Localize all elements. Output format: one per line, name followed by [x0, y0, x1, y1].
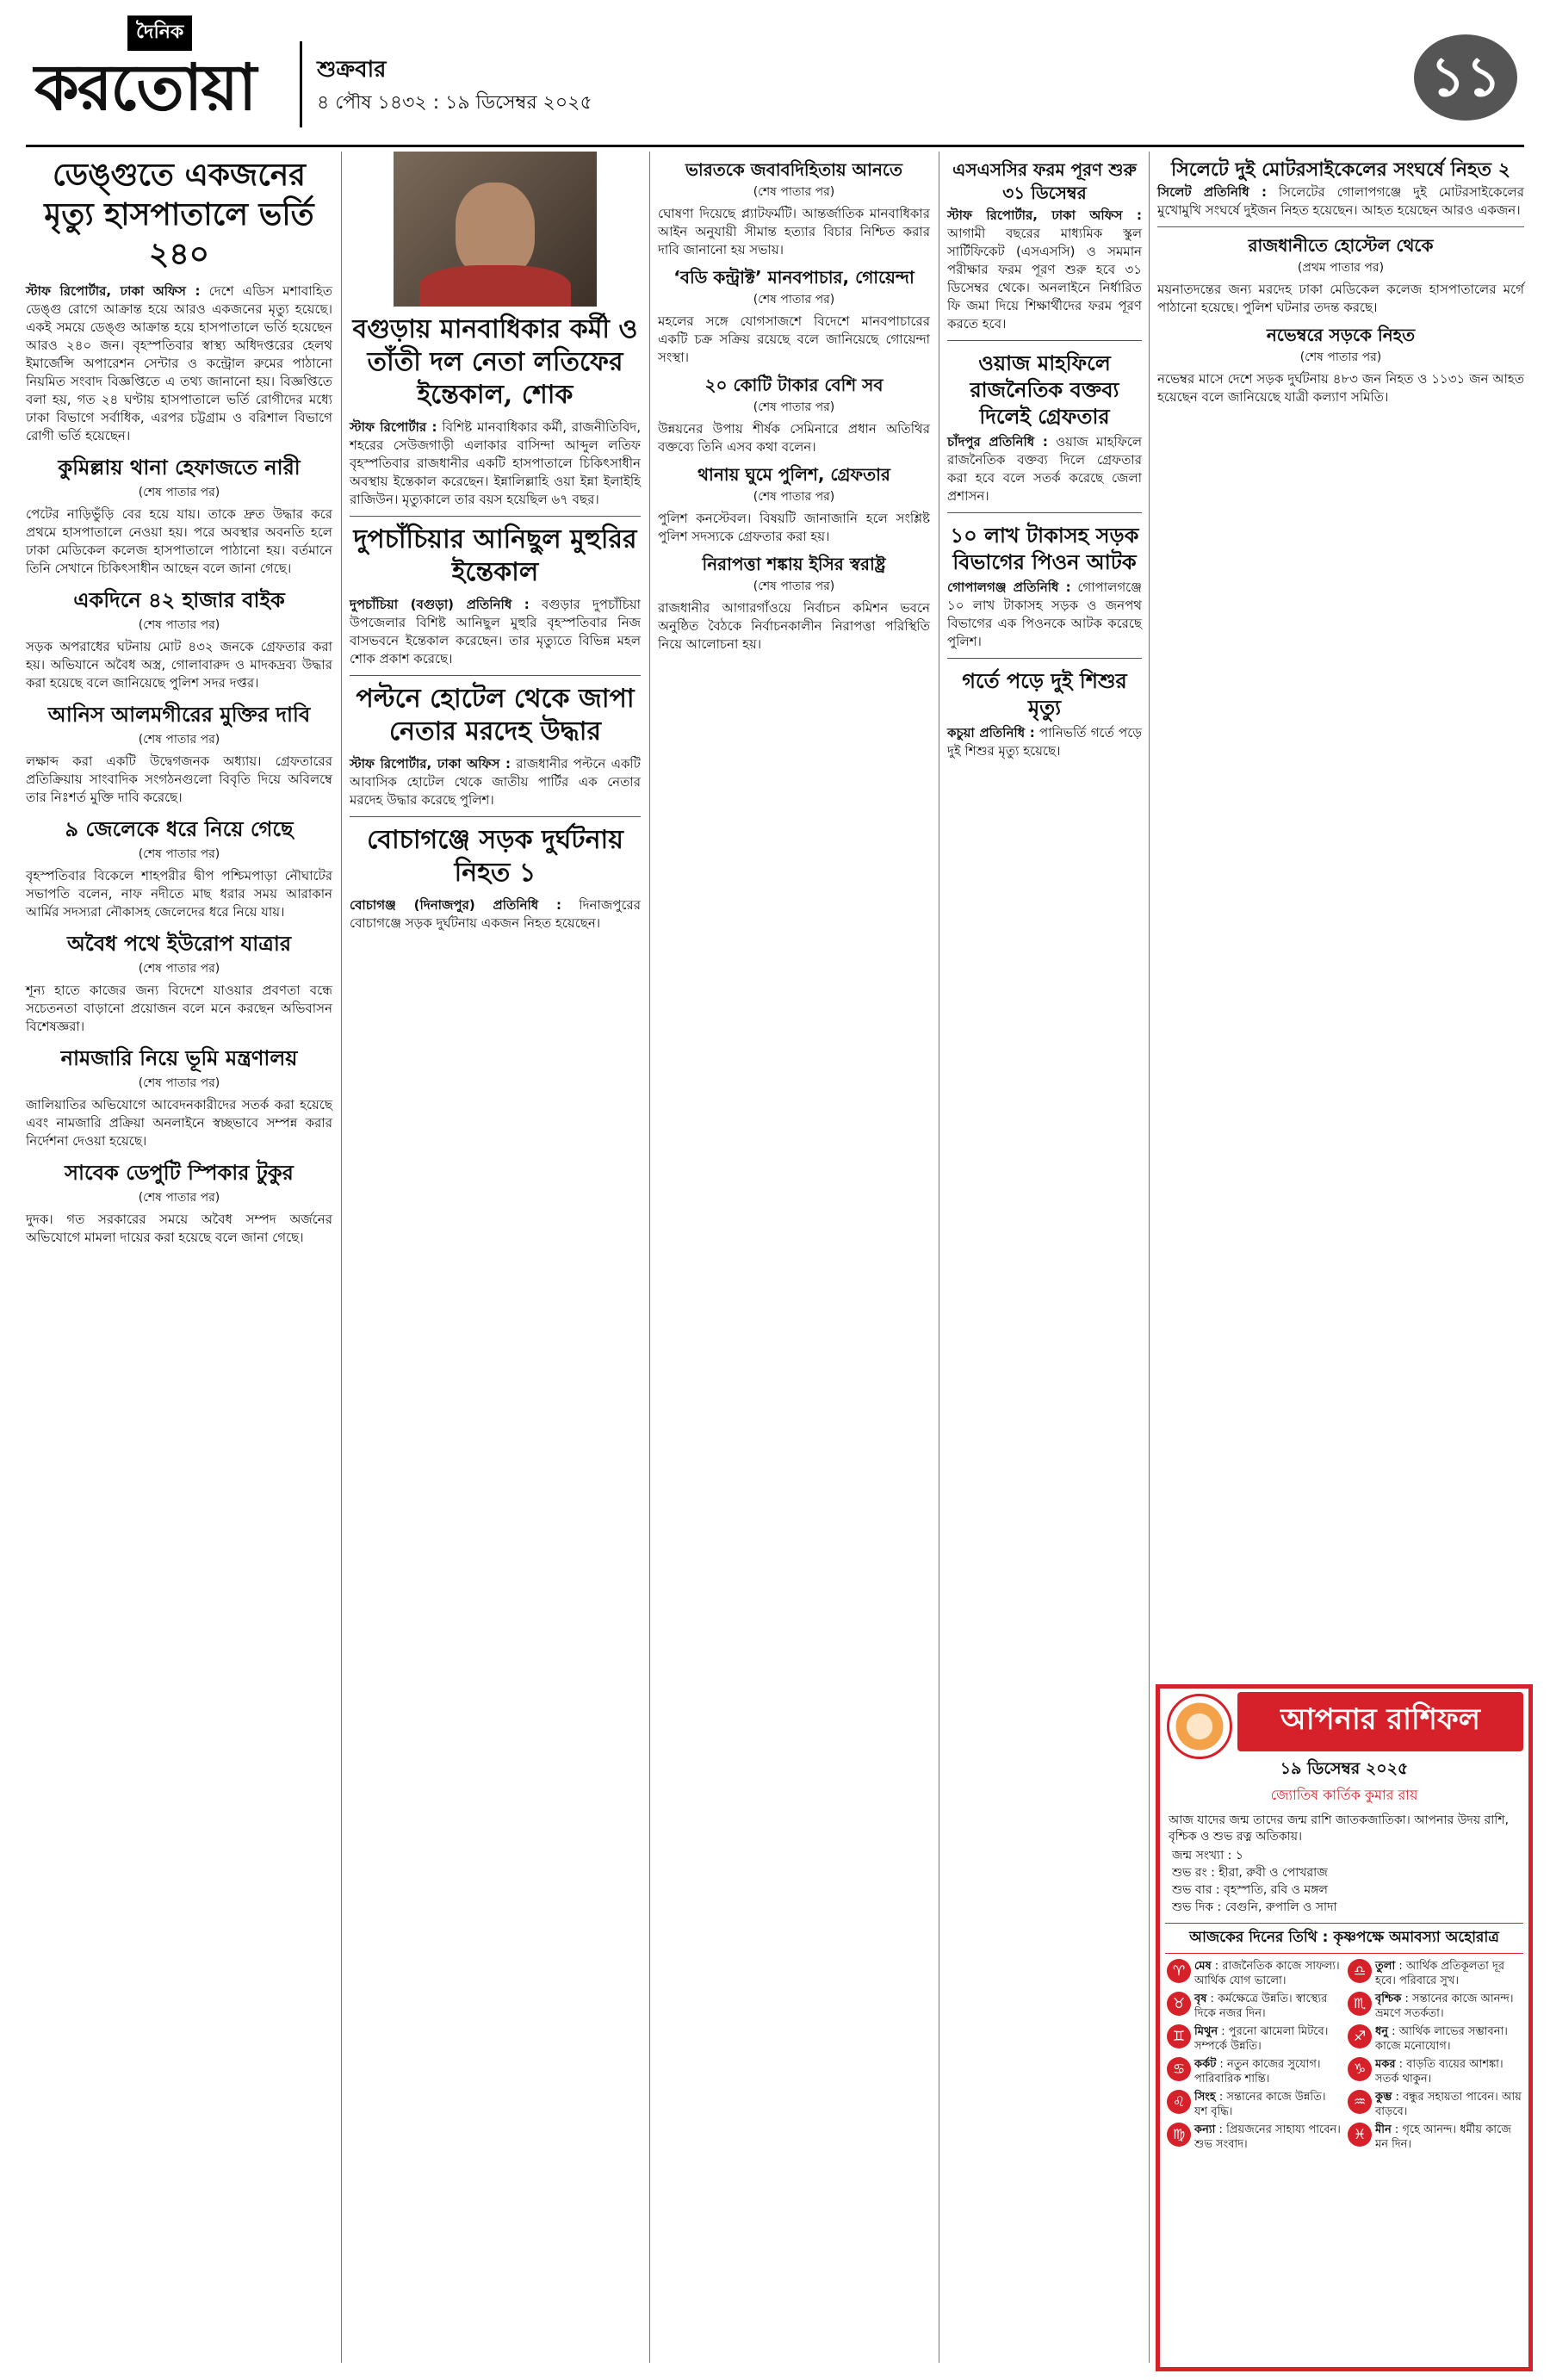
- lucky-row: শুভ দিক : বেগুনি, রুপালি ও সাদা: [1172, 1900, 1337, 1914]
- zodiac-sign-entry: ♎ তুলা : আর্থিক প্রতিকূলতা দূর হবে। পরিবারে সুখ।: [1348, 1959, 1522, 1988]
- zodiac-sign-list: [1160, 1959, 1528, 2152]
- article-body: বৃহস্পতিবার বিকেলে শাহপরীর দ্বীপ পশ্চিমপাড়া নৌঘাটের সভাপতি বলেন, নাফ নদীতে মাছ ধরার সময় আরাকান আর্মির সদস্যরা নৌকাসহ জেলেদের ধরে নিয়ে যায়।: [26, 868, 332, 920]
- zodiac-sign-name: মীন: [1375, 2123, 1392, 2136]
- continued-label: (শেষ পাতার পর): [138, 962, 220, 976]
- byline: স্টাফ রিপোর্টার, ঢাকা অফিস :: [947, 208, 1142, 223]
- article-body: শূন্য হাতে কাজের জন্য বিদেশে যাওয়ার প্রবণতা বন্ধে সচেতনতা বাড়ানো প্রয়োজন বলে মনে করছেন অভিবাসন বিশেষজ্ঞরা।: [26, 982, 332, 1034]
- headline-police-sleep: থানায় ঘুমে পুলিশ, গ্রেফতার: [698, 464, 890, 485]
- byline: চাঁদপুর প্রতিনিধি :: [947, 434, 1048, 449]
- column-separator: [649, 152, 650, 2363]
- zodiac-sign-entry: ♈ মেষ : রাজনৈতিক কাজে সাফল্য। আর্থিক যোগ ভালো।: [1167, 1959, 1341, 1988]
- continued-label: (শেষ পাতার পর): [1299, 350, 1382, 364]
- issue-date: ৪ পৌষ ১৪৩২ : ১৯ ডিসেম্বর ২০২৫: [317, 92, 592, 114]
- zodiac-sign-icon: ♑: [1348, 2057, 1372, 2081]
- headline-november-road: নভেম্বরে সড়কে নিহত: [1266, 325, 1416, 345]
- headline-europe: অবৈধ পথে ইউরোপ যাত্রার: [66, 931, 292, 956]
- headline-cumilla: কুমিল্লায় থানা হেফাজতে নারী: [58, 455, 301, 480]
- zodiac-sign-icon: ♈: [1167, 1959, 1191, 1983]
- continued-label: (শেষ পাতার পর): [138, 618, 220, 632]
- headline-peon: ১০ লাখ টাকাসহ সড়ক বিভাগের পিওন আটক: [950, 523, 1139, 574]
- divider: [1157, 226, 1524, 227]
- zodiac-sign-icon: ♊: [1167, 2024, 1191, 2048]
- article-body: ময়নাতদন্তের জন্য মরদেহ ঢাকা মেডিকেল কলেজ হাসপাতালের মর্গে পাঠানো হয়েছে। পুলিশ ঘটনার তদন্ত করছে।: [1157, 282, 1524, 315]
- horoscope-intro: আজ যাদের জন্ম তাদের জন্ম রাশি জাতকজাতিকা। আপনার উদয় রাশি, বৃশ্চিক ও শুভ রত্ন অতিকায়।: [1169, 1813, 1510, 1844]
- divider: [350, 675, 641, 676]
- article-body: দিনাজপুরের বোচাগঞ্জে সড়ক দুর্ঘটনায় একজন নিহত হয়েছেন।: [350, 897, 641, 931]
- zodiac-sign-text: বন্ধুর সহায়তা পাবেন। আয় বাড়বে।: [1375, 2091, 1522, 2118]
- article-body: গোপালগঞ্জে ১০ লাখ টাকাসহ সড়ক ও জনপথ বিভাগের এক পিওনকে আটক করেছে পুলিশ।: [947, 580, 1142, 649]
- article-body: উন্নয়নের উপায় শীর্ষক সেমিনারে প্রধান অতিথির বক্তব্যে তিনি এসব কথা বলেন।: [658, 421, 930, 455]
- horoscope-date: ১৯ ডিসেম্বর ২০২৫: [1280, 1759, 1409, 1778]
- headline-latif: বগুড়ায় মানবাধিকার কর্মী ও তাঁতী দল নেতা লতিফের ইন্তেকাল, শোক: [352, 314, 638, 410]
- horoscope-author: জ্যোতিষ কার্তিক কুমার রায়: [1270, 1787, 1418, 1803]
- lucky-row: শুভ রং : হীরা, রুবী ও পোখরাজ: [1172, 1866, 1328, 1880]
- continued-label: (শেষ পাতার পর): [138, 1076, 220, 1090]
- column-4: [947, 152, 1142, 2363]
- column-2: [350, 152, 641, 2363]
- zodiac-sign-name: কুম্ভ: [1375, 2091, 1392, 2104]
- article-body: পুলিশ কনস্টেবল। বিষয়টি জানাজানি হলে সংশ্লিষ্ট পুলিশ সদস্যকে গ্রেফতার করা হয়।: [658, 511, 930, 544]
- zodiac-sign-entry: ♌ সিংহ : সন্তানের কাজে উন্নতি। যশ বৃদ্ধি।: [1167, 2090, 1341, 2119]
- zodiac-sign-icon: ♎: [1348, 1959, 1372, 1983]
- zodiac-sign-text: গৃহে আনন্দ। ধর্মীয় কাজে মন দিন।: [1375, 2123, 1511, 2151]
- zodiac-sign-icon: ♏: [1348, 1992, 1372, 2016]
- article-body: পানিভর্তি গর্তে পড়ে দুই শিশুর মৃত্যু হয়েছে।: [947, 725, 1142, 759]
- column-1: [26, 152, 332, 2363]
- zodiac-sign-name: মেষ: [1194, 1960, 1212, 1973]
- newspaper-logo: করতোয়া: [34, 51, 256, 125]
- zodiac-sign-name: সিংহ: [1194, 2091, 1216, 2104]
- zodiac-sign-text: সন্তানের কাজে উন্নতি। যশ বৃদ্ধি।: [1194, 2091, 1326, 2118]
- article-body: আগামী বছরের মাধ্যমিক স্কুল সার্টিফিকেট (এসএসসি) ও সমমান পরীক্ষার ফরম পূরণ শুরু হবে ৩১ ডিসেম্বর থেকে। অনলাইনে নির্ধারিত ফি জমা দিয়ে শিক্ষার্থীদের ফরম পূরণ করতে হবে।: [947, 226, 1142, 332]
- continued-label: (শেষ পাতার পর): [138, 733, 220, 747]
- continued-label: (শেষ পাতার পর): [753, 293, 835, 307]
- continued-label: (শেষ পাতার পর): [753, 580, 835, 593]
- article-body: লক্ষাব্দ করা একটি উদ্বেগজনক অধ্যায়। গ্রেফতারের প্রতিক্রিয়ায় সাংবাদিক সংগঠনগুলো বিবৃতি দিয়ে অবিলম্বে তার নিঃশর্ত মুক্তি দাবি করেছে।: [26, 753, 332, 805]
- article-body: রাজধানীর পল্টনে একটি আবাসিক হোটেল থেকে জাতীয় পার্টির এক নেতার মরদেহ উদ্ধার করেছে পুলিশ।: [350, 756, 641, 808]
- horoscope-lucky-table: [1160, 1845, 1528, 1918]
- zodiac-wheel-icon: [1167, 1694, 1232, 1759]
- divider: [350, 816, 641, 817]
- byline: কচুয়া প্রতিনিধি :: [947, 725, 1035, 741]
- headline-anisul: দুপচাঁচিয়ার আনিছুল মুহুরির ইন্তেকাল: [353, 524, 637, 587]
- headline-children: গর্তে পড়ে দুই শিশুর মৃত্যু: [962, 668, 1127, 720]
- divider: [947, 340, 1142, 341]
- column-5: [1157, 152, 1524, 1674]
- article-body: বিশিষ্ট মানবাধিকার কর্মী, রাজনীতিবিদ, শহরের সেউজগাড়ী এলাকার বাসিন্দা আব্দুল লতিফ বৃহস্পতিবার রাজধানীর একটি হাসপাতালে চিকিৎসাধীন অবস্থায় ইন্তেকাল করেছেন। ইন্নালিল্লাহি ওয়া ইন্না ইলাইহি রাজিউন। মৃত্যুকালে তার বয়স হয়েছিল ৬৭ বছর।: [350, 419, 641, 507]
- zodiac-sign-icon: ♍: [1167, 2123, 1191, 2147]
- zodiac-sign-entry: ♍ কন্যা : প্রিয়জনের সাহায্য পাবেন। শুভ সংবাদ।: [1167, 2123, 1341, 2152]
- portrait-photo: [394, 152, 597, 307]
- byline: দুপচাঁচিয়া (বগুড়া) প্রতিনিধি :: [350, 597, 530, 612]
- lucky-row: শুভ বার : বৃহস্পতি, রবি ও মঙ্গল: [1172, 1883, 1328, 1897]
- zodiac-sign-entry: ♐ ধনু : আর্থিক লাভের সম্ভাবনা। কাজে মনোযোগ।: [1348, 2024, 1522, 2054]
- zodiac-sign-text: পুরনো ঝামেলা মিটবে। সম্পর্কে উন্নতি।: [1194, 2025, 1329, 2053]
- zodiac-sign-entry: ♏ বৃশ্চিক : সন্তানের কাজে আনন্দ। ভ্রমণে সতর্কতা।: [1348, 1992, 1522, 2021]
- zodiac-sign-text: নতুন কাজের সুযোগ। পারিবারিক শান্তি।: [1194, 2058, 1321, 2086]
- column-separator: [1149, 152, 1150, 2363]
- divider: [947, 658, 1142, 659]
- continued-label: (প্রথম পাতার পর): [1297, 261, 1385, 275]
- continued-label: (শেষ পাতার পর): [138, 486, 220, 499]
- column-separator: [341, 152, 342, 2363]
- issue-day: শুক্রবার: [317, 57, 387, 83]
- headline-ssc: এসএসসির ফরম পূরণ শুরু ৩১ ডিসেম্বর: [952, 159, 1137, 203]
- zodiac-sign-icon: ♋: [1167, 2057, 1191, 2081]
- headline-tuku: সাবেক ডেপুটি স্পিকার টুকুর: [65, 1160, 294, 1185]
- zodiac-sign-icon: ♌: [1167, 2090, 1191, 2114]
- article-body: সিলেটের গোলাপগঞ্জে দুই মোটরসাইকেলের মুখোমুখি সংঘর্ষে দুইজন নিহত হয়েছেন। আহত হয়েছেন আরও একজন।: [1157, 184, 1524, 218]
- headline-sylhet: সিলেটে দুই মোটরসাইকেলের সংঘর্ষে নিহত ২: [1170, 159, 1511, 181]
- zodiac-sign-name: বৃশ্চিক: [1375, 1993, 1402, 2005]
- article-body: দেশে এডিস মশাবাহিত ডেঙ্গু রোগে আক্রান্ত হয়ে আরও একজনের মৃত্যু হয়েছে। একই সময়ে ডেঙ্গু আক্রান্ত হয়ে হাসপাতালে ভর্তি হয়েছেন আরও ২৪০ জন। বৃহস্পতিবার স্বাস্থ্য অধিদপ্তরের হেলথ ইমার্জেন্সি অপারেশন সেন্টার ও কন্ট্রোল রুমের পাঠানো নিয়মিত সংবাদ বিজ্ঞপ্তিতে এ তথ্য জানানো হয়। বিজ্ঞপ্তিতে বলা হয়, গত ২৪ ঘণ্টায় হাসপাতালে ভর্তি রোগীদের মধ্যে ঢাকা বিভাগে সর্বাধিক, এরপর চট্টগ্রাম ও বরিশাল বিভাগে রোগী ভর্তি হয়েছেন।: [26, 283, 332, 443]
- zodiac-sign-name: ধনু: [1375, 2025, 1389, 2038]
- article-body: বগুড়ার দুপচাঁচিয়া উপজেলার বিশিষ্ট আনিছুল মুহুরি বৃহস্পতিবার নিজ বাসভবনে ইন্তেকাল করেছেন। তার মৃত্যুতে বিভিন্ন মহল শোক প্রকাশ করেছে।: [350, 597, 641, 666]
- zodiac-sign-icon: ♉: [1167, 1992, 1191, 2016]
- zodiac-sign-name: কন্যা: [1194, 2123, 1216, 2136]
- zodiac-sign-entry: ♋ কর্কট : নতুন কাজের সুযোগ। পারিবারিক শান্তি।: [1167, 2057, 1341, 2086]
- zodiac-sign-text: সন্তানের কাজে আনন্দ। ভ্রমণে সতর্কতা।: [1375, 1993, 1514, 2020]
- headline-20-crore: ২০ কোটি টাকার বেশি সব: [704, 375, 884, 395]
- divider: [947, 512, 1142, 513]
- zodiac-sign-icon: ♐: [1348, 2024, 1372, 2048]
- zodiac-sign-name: মিথুন: [1194, 2025, 1218, 2038]
- continued-label: (শেষ পাতার পর): [753, 185, 835, 199]
- continued-label: (শেষ পাতার পর): [138, 1191, 220, 1205]
- zodiac-sign-icon: ♓: [1348, 2123, 1372, 2147]
- continued-label: (শেষ পাতার পর): [138, 847, 220, 861]
- zodiac-sign-name: বৃষ: [1194, 1993, 1207, 2005]
- zodiac-sign-entry: ♓ মীন : গৃহে আনন্দ। ধর্মীয় কাজে মন দিন।: [1348, 2123, 1522, 2152]
- zodiac-sign-name: মকর: [1375, 2058, 1396, 2071]
- byline: গোপালগঞ্জ প্রতিনিধি :: [947, 580, 1071, 595]
- headline-body-contract: ‘বডি কন্ট্রাক্ট’ মানবপাচার, গোয়েন্দা: [673, 267, 914, 288]
- masthead-divider: [300, 41, 302, 127]
- zodiac-sign-name: কর্কট: [1194, 2058, 1217, 2071]
- lucky-row: জন্ম সংখ্যা : ১: [1172, 1849, 1243, 1862]
- headline-anis: আনিস আলমগীরের মুক্তির দাবি: [47, 702, 311, 727]
- headline-land: নামজারি নিয়ে ভূমি মন্ত্রণালয়: [60, 1045, 298, 1070]
- article-body: দুদক। গত সরকারের সময়ে অবৈধ সম্পদ অর্জনের অভিযোগে মামলা দায়ের করা হয়েছে বলে জানা গেছে।: [26, 1212, 332, 1245]
- zodiac-sign-text: প্রিয়জনের সাহায্য পাবেন। শুভ সংবাদ।: [1194, 2123, 1341, 2151]
- article-body: মহলের সঙ্গে যোগসাজশে বিদেশে মানবপাচারের একটি চক্র সক্রিয় রয়েছে বলে জানিয়েছে গোয়েন্দা সংস্থা।: [658, 313, 930, 365]
- newspaper-logo-prefix: দৈনিক: [127, 15, 192, 51]
- zodiac-sign-entry: ♊ মিথুন : পুরনো ঝামেলা মিটবে। সম্পর্কে উন্নতি।: [1167, 2024, 1341, 2054]
- zodiac-sign-entry: ♉ বৃষ : কর্মক্ষেত্রে উন্নতি। স্বাস্থ্যের দিকে নজর দিন।: [1167, 1992, 1341, 2021]
- zodiac-sign-text: কর্মক্ষেত্রে উন্নতি। স্বাস্থ্যের দিকে নজর দিন।: [1194, 1993, 1328, 2020]
- headline-ec-security: নিরাপত্তা শঙ্কায় ইসির স্বরাষ্ট্র: [702, 554, 886, 574]
- byline: সিলেট প্রতিনিধি :: [1157, 184, 1267, 200]
- headline-waz: ওয়াজ মাহফিলে রাজনৈতিক বক্তব্য দিলেই গ্রেফতার: [970, 350, 1119, 429]
- zodiac-sign-text: রাজনৈতিক কাজে সাফল্য। আর্থিক যোগ ভালো।: [1194, 1960, 1340, 1987]
- zodiac-sign-entry: ♑ মকর : বাড়তি ব্যয়ের আশঙ্কা। সতর্ক থাকুন।: [1348, 2057, 1522, 2086]
- byline: স্টাফ রিপোর্টার :: [350, 419, 437, 435]
- continued-label: (শেষ পাতার পর): [753, 400, 835, 414]
- headline-dengue: ডেঙ্গুতে একজনের মৃত্যু হাসপাতালে ভর্তি ২৪০: [44, 157, 314, 272]
- horoscope-title: আপনার রাশিফল: [1237, 1692, 1523, 1751]
- column-3: [658, 152, 930, 2363]
- zodiac-sign-text: আর্থিক লাভের সম্ভাবনা। কাজে মনোযোগ।: [1375, 2025, 1508, 2053]
- byline: বোচাগঞ্জ (দিনাজপুর) প্রতিনিধি :: [350, 897, 562, 913]
- zodiac-sign-icon: ♒: [1348, 2090, 1372, 2114]
- byline: স্টাফ রিপোর্টার, ঢাকা অফিস :: [350, 756, 512, 772]
- continued-label: (শেষ পাতার পর): [753, 490, 835, 504]
- page-number-badge: ১১: [1414, 34, 1517, 121]
- headline-bochaganj: বোচাগঞ্জে সড়ক দুর্ঘটনায় নিহত ১: [367, 825, 623, 888]
- tithi-line: আজকের দিনের তিথি : কৃষ্ণপক্ষে অমাবস্যা অহোরাত্র: [1165, 1923, 1523, 1954]
- headline-hostel: রাজধানীতে হোস্টেল থেকে: [1248, 235, 1434, 256]
- headline-paltan: পল্টনে হোটেল থেকে জাপা নেতার মরদেহ উদ্ধার: [356, 684, 635, 747]
- zodiac-sign-text: আর্থিক প্রতিকূলতা দূর হবে। পরিবারে সুখ।: [1375, 1960, 1504, 1987]
- headline-bike: একদিনে ৪২ হাজার বাইক: [73, 587, 285, 612]
- byline: স্টাফ রিপোর্টার, ঢাকা অফিস :: [26, 283, 201, 299]
- article-body: সড়ক অপরাধের ঘটনায় মোট ৪৩২ জনকে গ্রেফতার করা হয়। অভিযানে অবৈধ অস্ত্র, গোলাবারুদ ও মাদকদ্রব্য উদ্ধার করা হয়েছে বলে জানিয়েছে পুলিশ সদর দপ্তর।: [26, 639, 332, 691]
- horoscope-box: [1156, 1684, 1533, 2371]
- masthead: [26, 15, 1524, 147]
- zodiac-sign-text: বাড়তি ব্যয়ের আশঙ্কা। সতর্ক থাকুন।: [1375, 2058, 1504, 2086]
- article-body: জালিয়াতির অভিযোগে আবেদনকারীদের সতর্ক করা হয়েছে এবং নামজারি প্রক্রিয়া অনলাইনে স্বচ্ছভাবে সম্পন্ন করার নির্দেশনা দেওয়া হয়েছে।: [26, 1097, 332, 1149]
- divider: [350, 516, 641, 517]
- zodiac-sign-entry: ♒ কুম্ভ : বন্ধুর সহায়তা পাবেন। আয় বাড়বে।: [1348, 2090, 1522, 2119]
- zodiac-sign-name: তুলা: [1375, 1960, 1396, 1973]
- article-body: ঘোষণা দিয়েছে প্ল্যাটফর্মটি। আন্তর্জাতিক মানবাধিকার আইন অনুযায়ী সীমান্ত হত্যার বিচার নিশ্চিত করার দাবি জানানো হয় সভায়।: [658, 206, 930, 257]
- article-body: নভেম্বর মাসে দেশে সড়ক দুর্ঘটনায় ৪৮৩ জন নিহত ও ১১৩১ জন আহত হয়েছেন বলে জানিয়েছে যাত্রী কল্যাণ সমিতি।: [1157, 371, 1524, 405]
- headline-india: ভারতকে জবাবদিহিতায় আনতে: [685, 159, 902, 180]
- article-body: রাজধানীর আগারগাঁওয়ে নির্বাচন কমিশন ভবনে অনুষ্ঠিত বৈঠকে নির্বাচনকালীন নিরাপত্তা পরিস্থিতি নিয়ে আলোচনা হয়।: [658, 600, 930, 652]
- headline-fishermen: ৯ জেলেকে ধরে নিয়ে গেছে: [65, 816, 294, 841]
- article-body: ওয়াজ মাহফিলে রাজনৈতিক বক্তব্য দিলে গ্রেফতার করা হবে বলে সতর্ক করেছে জেলা প্রশাসন।: [947, 434, 1142, 504]
- article-body: পেটের নাড়িভুঁড়ি বের হয়ে যায়। তাকে দ্রুত উদ্ধার করে প্রথমে হাসপাতালে নেওয়া হয়। পরে অবস্থার অবনতি হলে ঢাকা মেডিকেল কলেজ হাসপাতালে পাঠানো হয়। বর্তমানে তিনি সেখানে চিকিৎসাধীন আছেন বলে জানা গেছে।: [26, 506, 332, 576]
